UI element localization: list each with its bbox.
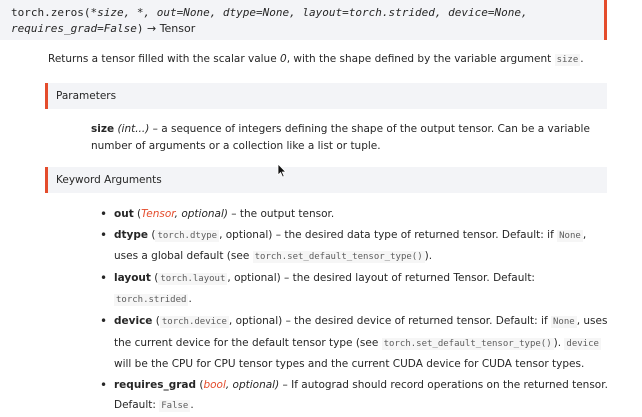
kwarg-device <box>98 311 608 375</box>
description-code: size <box>556 55 579 65</box>
kwarg-layout <box>98 268 608 311</box>
dtype-type-link[interactable]: torch.dtype <box>157 230 218 241</box>
kwarg-name: dtype <box>114 228 149 241</box>
inline-code: None <box>559 230 581 241</box>
return-type: Tensor <box>159 22 196 35</box>
kwarg-type-rest: , optional) <box>225 378 280 391</box>
kwarg-description-2: , uses the current device for the default tensor type (see <box>114 314 608 349</box>
inline-code: torch.strided <box>116 295 187 306</box>
kwarg-type-rest: , optional) <box>228 314 283 327</box>
kwarg-description-3: ). <box>553 336 565 349</box>
keyword-arguments-list <box>98 204 608 417</box>
description-text: Returns a tensor filled with the scalar value <box>48 53 280 65</box>
kwarg-description-2: , uses a global default (see <box>114 228 587 263</box>
kwarg-requires-grad <box>98 375 608 417</box>
kwarg-dtype <box>98 225 608 268</box>
kwarg-paren: ( <box>148 228 156 241</box>
kwarg-name: device <box>114 314 153 327</box>
kwarg-description: – the output tensor. <box>227 208 335 220</box>
signature-close: ) <box>136 22 144 35</box>
function-name: torch.zeros( <box>11 6 91 19</box>
kwarg-description: – the desired layout of returned Tensor. Default: <box>280 271 535 284</box>
kwarg-name: out <box>114 208 134 220</box>
function-signature <box>0 0 607 40</box>
parameter-size <box>91 121 606 155</box>
bool-type-link[interactable]: bool <box>203 378 226 391</box>
kwarg-description-2: . <box>188 293 192 306</box>
kwarg-description-2: . <box>190 399 194 412</box>
device-type-link[interactable]: torch.device <box>161 316 227 327</box>
tensor-type-link[interactable]: Tensor <box>141 208 175 220</box>
param-name: size <box>91 123 115 135</box>
signature-line-2 <box>11 22 195 35</box>
kwarg-description: – the desired data type of returned tensor. Default: if <box>272 228 558 241</box>
signature-args: *size, *, out=None, dtype=None, layout=torch.strided, device=None, <box>90 6 528 19</box>
description-end: . <box>580 53 584 65</box>
kwarg-paren: ( <box>152 314 160 327</box>
kwarg-type-rest: , optional) <box>219 228 273 241</box>
kwarg-paren: ( <box>150 271 159 284</box>
kwarg-description-3: ). <box>424 250 433 263</box>
param-type: (int...) <box>117 123 150 135</box>
kwarg-paren: ( <box>196 378 204 391</box>
parameters-section-header <box>45 83 607 109</box>
kwarg-type-rest: , optional) <box>227 271 281 284</box>
signature-line-1 <box>11 6 528 19</box>
signature-args-cont: requires_grad=False <box>11 22 137 35</box>
kwarg-name: requires_grad <box>114 378 196 391</box>
keyword-arguments-heading: Keyword Arguments <box>56 174 162 186</box>
param-description: – a sequence of integers defining the shape of the output tensor. Can be a variable number of arguments or a collection like a list or tuple. <box>91 123 590 152</box>
return-arrow: → <box>143 22 160 35</box>
kwarg-description-4: will be the CPU for CPU tensor types and the current CUDA device for CUDA tensor types. <box>114 358 585 371</box>
description-scalar: 0 <box>280 53 287 65</box>
kwarg-paren: ( <box>133 208 142 220</box>
function-description <box>48 53 584 65</box>
keyword-arguments-section-header <box>45 167 607 193</box>
layout-type-link[interactable]: torch.layout <box>160 273 226 284</box>
set-default-tensor-type-link[interactable]: torch.set_default_tensor_type() <box>383 338 552 349</box>
mouse-pointer-icon <box>277 163 287 178</box>
kwarg-name: layout <box>114 271 151 284</box>
inline-code: None <box>553 316 575 327</box>
inline-code: False <box>161 401 189 412</box>
parameters-heading: Parameters <box>56 90 117 102</box>
kwarg-type-rest: , optional) <box>174 208 228 220</box>
kwarg-description: – the desired device of returned tensor. Default: if <box>282 314 551 327</box>
kwarg-out <box>98 204 608 225</box>
kwarg-description: – If autograd should record operations on the returned tensor. Default: <box>114 378 608 412</box>
inline-code: device <box>566 338 599 349</box>
set-default-tensor-type-link[interactable]: torch.set_default_tensor_type() <box>254 252 423 263</box>
description-text-2: , with the shape defined by the variable argument <box>286 53 555 65</box>
